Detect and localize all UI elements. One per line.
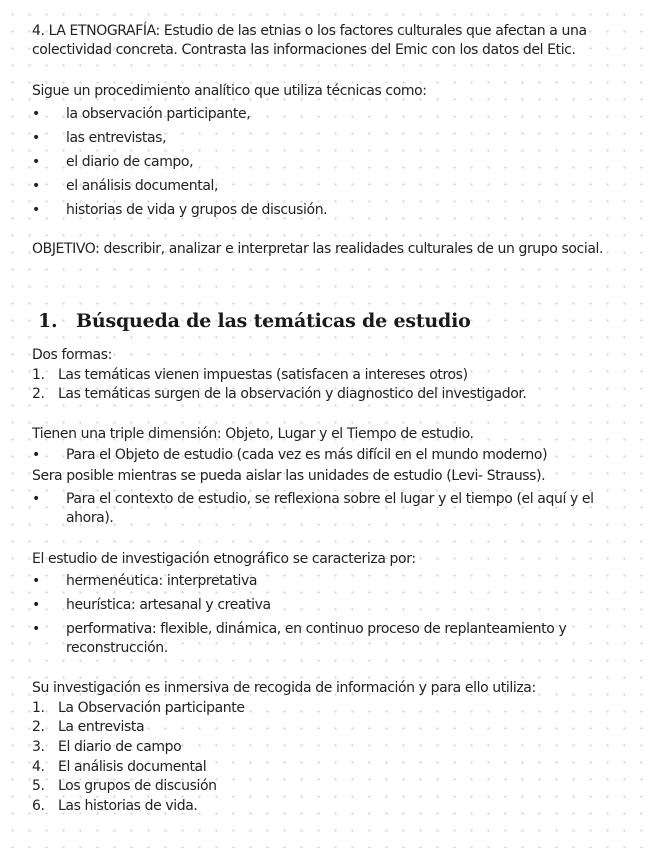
list-item: • heurística: artesanal y creativa: [32, 597, 271, 613]
triple-dimension: Tienen una triple dimensión: Objeto, Lugar y el Tiempo de estudio.: [32, 426, 474, 442]
list-item: • hermenéutica: interpretativa: [32, 573, 258, 589]
list-item: 1. La Observación participante: [32, 700, 245, 716]
section-heading: 1. Búsqueda de las temáticas de estudio: [38, 310, 471, 332]
list-item: • el diario de campo,: [32, 154, 194, 170]
list-item: • la observación participante,: [32, 106, 251, 122]
list-item: • el análisis documental,: [32, 178, 219, 194]
list-item: 6. Las historias de vida.: [32, 798, 198, 814]
list-item: 1. Las temáticas vienen impuestas (satisfacen a intereses otros): [32, 367, 468, 383]
list-item: 4. El análisis documental: [32, 759, 207, 775]
list-item: • performativa: flexible, dinámica, en continuo proceso de replanteamiento y reconstrucción.: [32, 621, 567, 656]
inmersiva-intro: Su investigación es inmersiva de recogida de información y para ello utiliza:: [32, 680, 536, 696]
objective-paragraph: OBJETIVO: describir, analizar e interpretar las realidades culturales de un grupo social.: [32, 241, 604, 257]
list-item: • historias de vida y grupos de discusión.: [32, 202, 328, 218]
list-item: 2. La entrevista: [32, 719, 145, 735]
list-item: • Para el Objeto de estudio (cada vez es más difícil en el mundo moderno): [32, 447, 548, 463]
caracteriza-intro: El estudio de investigación etnográfico se caracteriza por:: [32, 551, 416, 567]
levi-strauss-note: Sera posible mientras se pueda aislar las unidades de estudio (Levi- Strauss).: [32, 468, 546, 484]
procedure-intro: Sigue un procedimiento analítico que utiliza técnicas como:: [32, 83, 427, 99]
list-item: 3. El diario de campo: [32, 739, 182, 755]
list-item: • las entrevistas,: [32, 130, 167, 146]
list-item: • Para el contexto de estudio, se reflexiona sobre el lugar y el tiempo (el aquí y el ahora).: [32, 491, 594, 526]
etnografia-definition: 4. LA ETNOGRAFÍA: Estudio de las etnias o los factores culturales que afectan a una colectividad concreta. Contrasta las informaciones del Emic con los datos del Etic.: [32, 23, 587, 58]
dos-formas-label: Dos formas:: [32, 347, 112, 363]
list-item: 2. Las temáticas surgen de la observación y diagnostico del investigador.: [32, 386, 527, 402]
list-item: 5. Los grupos de discusión: [32, 778, 217, 794]
